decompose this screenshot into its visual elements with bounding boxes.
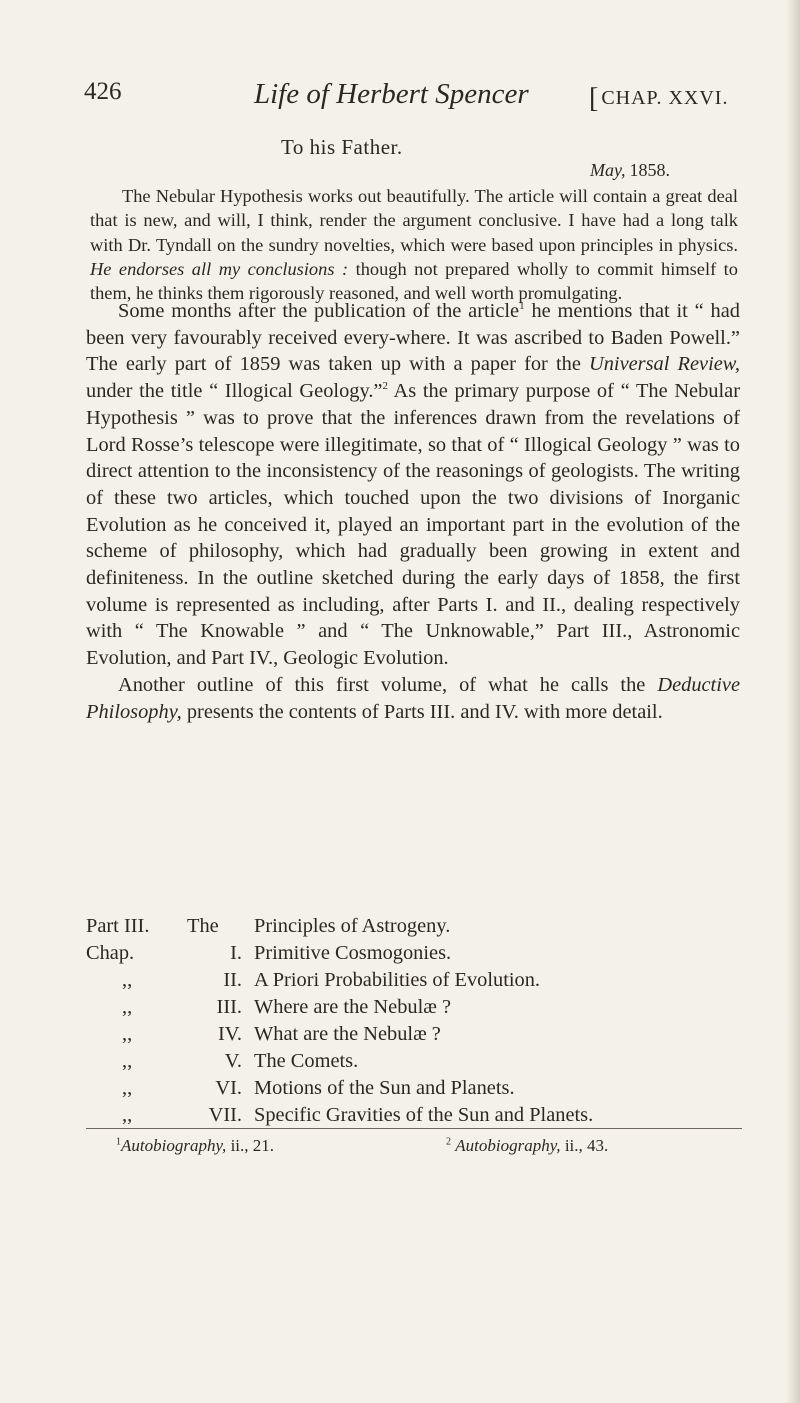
chapter-row-number: II.: [223, 969, 242, 991]
part-label: Part III.: [86, 915, 150, 937]
chapter-row-title: Where are the Nebulæ ?: [254, 996, 452, 1018]
paragraph-2: [86, 672, 740, 725]
p1-italic-universal-review: Universal Review,: [589, 353, 740, 376]
footnote-1-mark: 1: [116, 1136, 121, 1148]
footnote-1-title: Autobiography,: [121, 1136, 227, 1155]
chapter-row-label: ,,: [122, 996, 133, 1018]
chapter-row-title: Specific Gravities of the Sun and Planets.: [254, 1104, 594, 1126]
outline-chapter-row: [86, 996, 766, 1022]
p1-text-a: Some months after the publication of the article: [118, 300, 520, 322]
chapter-row-label: Chap.: [86, 942, 135, 964]
outline-chapter-row: [86, 1023, 766, 1049]
outline-chapter-row: [86, 1077, 766, 1103]
footnote-divider: [86, 1128, 742, 1129]
letter-date-month: May,: [590, 160, 626, 180]
outline-chapter-row: [86, 1104, 766, 1130]
chapter-row-label: ,,: [122, 1077, 133, 1099]
footnote-2-mark: 2: [446, 1136, 451, 1148]
chapter-row-title: The Comets.: [254, 1050, 359, 1072]
p1-text-d: As the primary purpose of “ The Nebular Hypothesis ” was to prove that the inferences drawn from the revelations of Lord Rosse’s telescope were illegitimate, so that of “ Illogical Geology ” was to direct attention to the inconsistency of the reasonings of geologists. The writing of these two articles, which touched upon the two divisions of Inorganic Evolution as he conceived it, played an important part in the evolution of the scheme of philosophy, which had gradually been growing in extent and definiteness. In the outline sketched during the early days of 1858, the first volume is represented as including, after Parts I. and II., dealing respectively with “ The Knowable ” and “ The Unknowable,” Part III., Astronomic Evolution, and Part IV., Geologic Evolution.: [86, 380, 741, 670]
outline-chapter-row: [86, 942, 766, 968]
chapter-label: [589, 80, 728, 112]
footnote-1-ref: ii., 21.: [226, 1136, 275, 1155]
footnote-2-title: Autobiography,: [455, 1136, 561, 1155]
part-word: The: [187, 915, 219, 937]
letter-body: [90, 184, 738, 305]
footnote-2: [446, 1136, 608, 1156]
page-number: 426: [84, 78, 122, 105]
chapter-row-title: A Priori Probabilities of Evolution.: [254, 969, 541, 991]
p2-text-a: Another outline of this first volume, of what he calls the: [118, 673, 658, 696]
part-title: Principles of Astrogeny.: [254, 915, 451, 937]
page-edge-shadow: [786, 0, 800, 1403]
letter-body-italic: He endorses all my conclusions :: [90, 258, 349, 279]
letter-heading: [281, 135, 403, 160]
letter-date: [590, 160, 670, 181]
chapter-row-number: VI.: [215, 1077, 242, 1099]
p2-text-b: presents the contents of Parts III. and IV. with more detail.: [181, 700, 663, 723]
footnote-1: [116, 1136, 274, 1156]
bracket-glyph: [: [589, 83, 600, 114]
chapter-row-title: What are the Nebulæ ?: [254, 1023, 441, 1045]
chapter-row-number: IV.: [218, 1023, 242, 1045]
p2-italic-deductive-philosophy: Deductive Philosophy,: [86, 673, 740, 723]
outline-part-row: [86, 915, 766, 941]
main-text: [86, 298, 740, 725]
p1-text-c: under the title “ Illogical Geology.”: [86, 380, 383, 403]
letter-heading-father: Father.: [341, 135, 403, 159]
running-title: Life of Herbert Spencer: [254, 78, 529, 110]
chapter-row-number: I.: [230, 942, 242, 964]
chapter-row-number: III.: [216, 996, 242, 1018]
chapter-row-label: ,,: [122, 1023, 133, 1045]
letter-body-text-2: though not prepared wholly to commit himself to them, he thinks them rigorously reasoned, and well worth promulgating.: [90, 258, 738, 304]
letter-body-text-1: The Nebular Hypothesis works out beautifully. The article will contain a great deal that is new, and will, I think, render the argument conclusive. I have had a long talk with Dr. Tyndall on the sundry novelties, which were based upon principles in physics.: [90, 186, 738, 255]
footnote-2-ref: ii., 43.: [560, 1136, 609, 1155]
chapter-row-label: ,,: [122, 1104, 133, 1126]
outline-chapter-row: [86, 969, 766, 995]
outline-chapter-row: [86, 1050, 766, 1076]
chapter-row-number: VII.: [208, 1104, 242, 1126]
chapter-row-number: V.: [224, 1050, 242, 1072]
letter-date-year: 1858.: [629, 160, 670, 180]
p1-text-b: he mentions that it “ had been very favourably received every-where. It was ascribed to Baden Powell.” The early part of 1859 was taken up with a paper for the: [86, 300, 740, 376]
letter-heading-to: To his: [281, 135, 336, 159]
chapter-row-title: Motions of the Sun and Planets.: [254, 1077, 515, 1099]
running-header: [84, 78, 744, 114]
chapter-text: CHAP. XXVI.: [601, 87, 729, 109]
paragraph-1: [86, 298, 740, 672]
footnote-ref-1[interactable]: 1: [519, 300, 525, 313]
chapter-row-label: ,,: [122, 1050, 133, 1072]
chapter-row-label: ,,: [122, 969, 133, 991]
footnote-ref-2[interactable]: 2: [382, 380, 388, 393]
chapter-row-title: Primitive Cosmogonies.: [254, 942, 452, 964]
